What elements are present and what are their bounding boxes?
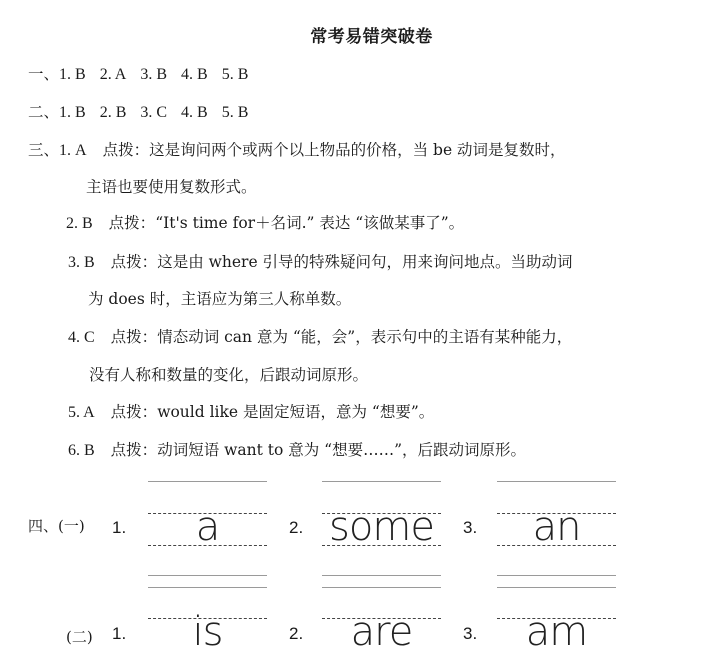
explanation: would like 是固定短语，意为 “想要”。: [157, 403, 435, 421]
part1-label: 一、: [28, 65, 60, 83]
item-number: 4. C: [68, 329, 95, 346]
item-number: 3.: [463, 624, 478, 643]
answer: 2. A: [99, 66, 127, 83]
part3-item-6: [68, 440, 526, 461]
answer: 1. B: [59, 104, 86, 121]
answer-word: is: [192, 609, 223, 655]
tip-label: 点拨：: [110, 441, 158, 459]
answer-word: are: [350, 609, 413, 655]
tip-label: 点拨：: [110, 253, 158, 271]
part3-item-1-cont: 主语也要使用复数形式。: [86, 178, 257, 196]
answer: 4. B: [181, 104, 208, 121]
explanation: 这是询问两个或两个以上物品的价格，当 be 动词是复数时，: [149, 141, 566, 159]
part3-item-3: [68, 252, 573, 273]
part3-item-4: [68, 327, 572, 348]
tip-label: 点拨：: [102, 141, 150, 159]
part3-item-1: [28, 140, 566, 161]
tip-label: 点拨：: [110, 328, 158, 346]
explanation: 动词短语 want to 意为 “想要……”，后跟动词原形。: [157, 441, 527, 459]
writing-line-box: [322, 480, 441, 590]
item-number: 2.: [289, 624, 304, 643]
item-number: 5. A: [68, 404, 95, 421]
explanation: “It's time for＋名词.” 表达 “该做某事了”。: [155, 214, 465, 232]
part3-item-4-cont: 没有人称和数量的变化，后跟动词原形。: [89, 366, 369, 384]
part2-label: 二、: [28, 103, 60, 121]
item-number: 1.: [112, 624, 127, 643]
answer: 3. B: [140, 66, 168, 83]
part3-item-3-cont: 为 does 时，主语应为第三人称单数。: [88, 290, 352, 308]
part3-label: 三、: [28, 141, 60, 159]
item-number: 3.: [463, 518, 478, 537]
answer-word: a: [195, 504, 220, 550]
answer: 5. B: [221, 104, 249, 121]
answer-word: am: [525, 609, 588, 655]
writing-line-box: [497, 480, 616, 590]
answer: 5. B: [221, 66, 249, 83]
item-number: 1. A: [59, 142, 87, 159]
answer: 3. C: [140, 104, 168, 121]
part4-sub2-label: (二): [66, 628, 93, 646]
part4-label: 四、: [28, 517, 59, 535]
writing-line-box: [322, 609, 441, 657]
item-number: 6. B: [68, 442, 95, 459]
item-number: 3. B: [68, 254, 95, 271]
answer-word: an: [532, 504, 581, 550]
writing-line-box: [497, 609, 616, 657]
part3-item-5: [68, 402, 434, 423]
item-number: 1.: [112, 518, 127, 537]
answer: 4. B: [181, 66, 208, 83]
part2-answers: [28, 102, 262, 123]
answer-word: some: [329, 504, 434, 550]
part3-item-2: [66, 213, 464, 234]
part1-answers: [28, 64, 262, 85]
explanation: 这是由 where 引导的特殊疑问句，用来询问地点。当助动词: [157, 253, 573, 271]
sub1-label: (一): [58, 517, 85, 535]
item-number: 2. B: [66, 215, 93, 232]
tip-label: 点拨：: [108, 214, 156, 232]
answer: 1. B: [59, 66, 86, 83]
writing-line-box: [148, 480, 267, 590]
tip-label: 点拨：: [110, 403, 158, 421]
part4-sub1-label: [28, 516, 85, 536]
explanation: 情态动词 can 意为 “能，会”，表示句中的主语有某种能力，: [157, 328, 573, 346]
page-title: 常考易错突破卷: [310, 27, 433, 47]
answer: 2. B: [99, 104, 127, 121]
writing-line-box: [148, 609, 267, 657]
item-number: 2.: [289, 518, 304, 537]
